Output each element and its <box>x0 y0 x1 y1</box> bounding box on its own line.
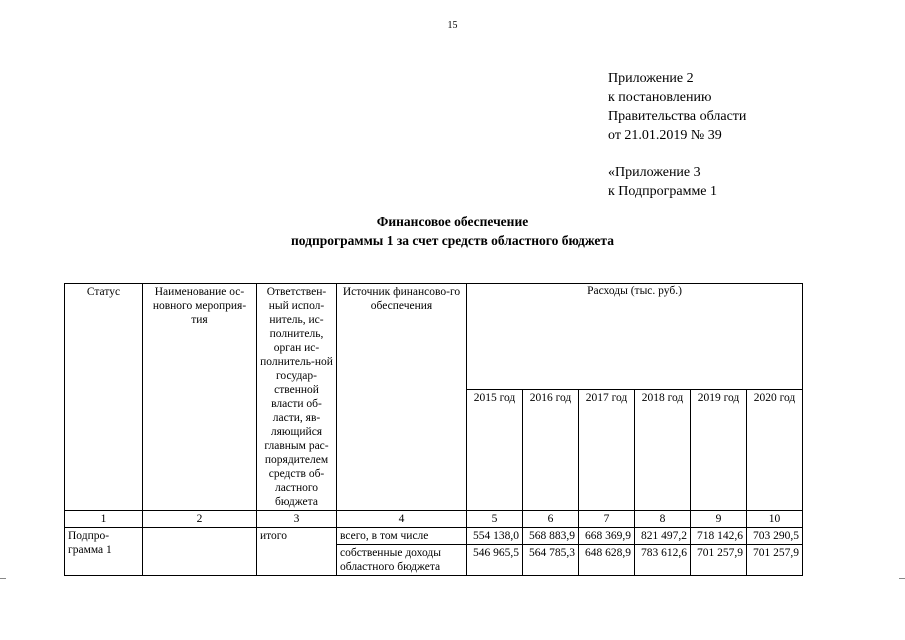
header-year: 2020 год <box>747 390 803 511</box>
value-cell: 568 883,9 <box>523 528 579 545</box>
appendix-line: к Подпрограмме 1 <box>608 184 718 199</box>
value-cell: 701 257,9 <box>691 545 747 576</box>
column-number: 6 <box>523 511 579 528</box>
header-year: 2016 год <box>523 390 579 511</box>
responsible-cell: итого <box>257 528 337 576</box>
title-line-1: Финансовое обеспечение <box>376 214 529 229</box>
page-number: 15 <box>447 20 458 31</box>
column-number: 4 <box>337 511 467 528</box>
value-cell: 821 497,2 <box>635 528 691 545</box>
header-source: Источник финансово-го обеспечения <box>337 284 467 511</box>
header-responsible: Ответствен-ный испол-нитель, ис-полнитель, орган ис-полнитель-ной государ-ственной власти об-ласти, яв-ляющийся главным рас-порядителем средств об-ластного бюджета <box>257 284 337 511</box>
header-year: 2018 год <box>635 390 691 511</box>
value-cell: 554 138,0 <box>467 528 523 545</box>
page-edge-mark <box>899 578 905 579</box>
appendix-line: Правительства области <box>608 109 747 124</box>
column-number: 7 <box>579 511 635 528</box>
value-cell: 546 965,5 <box>467 545 523 576</box>
value-cell: 564 785,3 <box>523 545 579 576</box>
status-cell: Подпро-грамма 1 <box>65 528 143 576</box>
appendix-line: к постановлению <box>608 90 712 105</box>
column-number: 3 <box>257 511 337 528</box>
page-edge-mark <box>0 578 6 579</box>
value-cell: 668 369,9 <box>579 528 635 545</box>
header-expenses: Расходы (тыс. руб.) <box>467 284 803 390</box>
appendix-block <box>608 69 746 201</box>
header-year: 2019 год <box>691 390 747 511</box>
value-cell: 703 290,5 <box>747 528 803 545</box>
finance-table <box>64 283 803 576</box>
document-title <box>0 212 905 250</box>
header-year: 2017 год <box>579 390 635 511</box>
header-name: Наименование ос-новного мероприя-тия <box>143 284 257 511</box>
header-status: Статус <box>65 284 143 511</box>
value-cell: 718 142,6 <box>691 528 747 545</box>
table-row <box>65 528 803 545</box>
column-number: 2 <box>143 511 257 528</box>
source-cell: всего, в том числе <box>337 528 467 545</box>
column-number: 1 <box>65 511 143 528</box>
column-number: 9 <box>691 511 747 528</box>
appendix-line: Приложение 2 <box>608 71 694 86</box>
value-cell: 783 612,6 <box>635 545 691 576</box>
appendix-line: от 21.01.2019 № 39 <box>608 128 722 143</box>
column-number: 8 <box>635 511 691 528</box>
title-line-2: подпрограммы 1 за счет средств областного бюджета <box>291 233 614 248</box>
appendix-line: «Приложение 3 <box>608 165 701 180</box>
header-year: 2015 год <box>467 390 523 511</box>
value-cell: 701 257,9 <box>747 545 803 576</box>
value-cell: 648 628,9 <box>579 545 635 576</box>
source-cell: собственные доходы областного бюджета <box>337 545 467 576</box>
column-number: 10 <box>747 511 803 528</box>
column-number: 5 <box>467 511 523 528</box>
name-cell <box>143 528 257 576</box>
